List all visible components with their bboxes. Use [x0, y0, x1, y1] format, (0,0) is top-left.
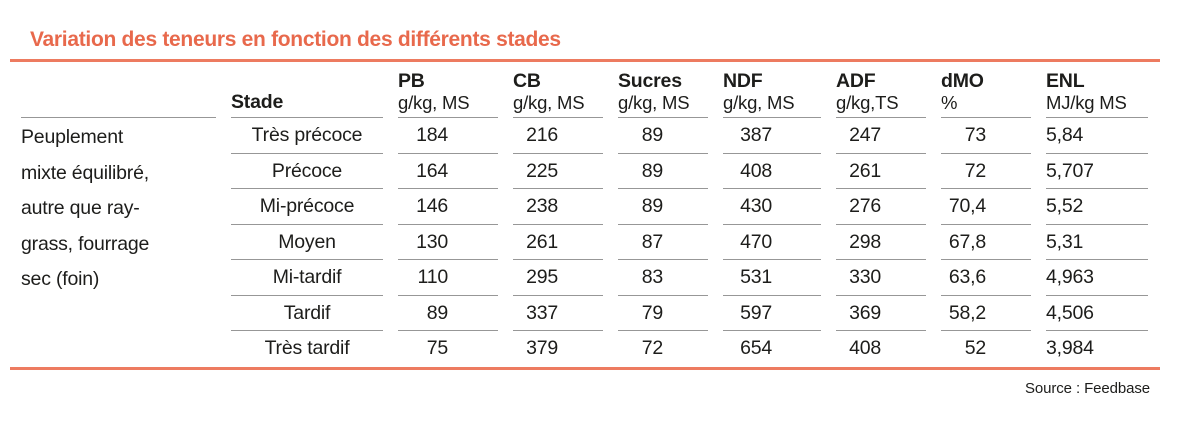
column-header [723, 64, 821, 118]
value-cell: 430 [723, 189, 821, 225]
value-cell: 5,31 [1046, 225, 1148, 261]
value-cell: 72 [941, 154, 1031, 190]
stade-cell: Très précoce [231, 118, 383, 154]
value-cell: 184 [398, 118, 498, 154]
value-cell: 225 [513, 154, 603, 190]
value-cell: 408 [849, 337, 881, 359]
column-header-name: NDF [723, 70, 763, 92]
stade-cell: Moyen [231, 225, 383, 261]
value-cell: 73 [941, 118, 1031, 154]
value-cell: 75 [426, 337, 448, 359]
column-header-unit: % [941, 92, 958, 113]
column-header [231, 64, 383, 118]
value-cell: 83 [618, 260, 708, 296]
value-cell: 379 [526, 337, 558, 359]
value-cell: 89 [618, 189, 708, 225]
stade-cell: Tardif [231, 296, 383, 332]
value-cell: 67,8 [941, 225, 1031, 261]
value-cell: 387 [723, 118, 821, 154]
value-cell: 330 [836, 260, 926, 296]
value-cell: 164 [398, 154, 498, 190]
value-cell: 5,52 [1046, 189, 1148, 225]
value-cell: 4,506 [1046, 296, 1148, 332]
stade-cell: Mi-tardif [231, 260, 383, 296]
column-header-unit: g/kg, MS [398, 92, 470, 113]
value-cell: 276 [836, 189, 926, 225]
value-cell: 146 [398, 189, 498, 225]
column-header-name: CB [513, 70, 541, 92]
value-cell: 79 [618, 296, 708, 332]
column-header-unit: g/kg, MS [618, 92, 690, 113]
column-header [941, 64, 1031, 118]
column-header [618, 64, 708, 118]
column-header [398, 64, 498, 118]
column-header [836, 64, 926, 118]
value-cell: 89 [398, 296, 498, 332]
value-cell: 5,707 [1046, 154, 1148, 190]
value-cell: 470 [723, 225, 821, 261]
column-header-name: ADF [836, 70, 876, 92]
group-column-header [21, 64, 216, 118]
value-cell: 87 [618, 225, 708, 261]
column-header-unit: g/kg,TS [836, 92, 899, 113]
stages-table [21, 64, 1148, 368]
value-cell: 238 [513, 189, 603, 225]
value-cell: 295 [513, 260, 603, 296]
value-cell: 70,4 [941, 189, 1031, 225]
value-cell: 369 [836, 296, 926, 332]
value-cell: 130 [398, 225, 498, 261]
stade-cell: Très tardif [264, 337, 350, 359]
value-cell: 654 [740, 337, 772, 359]
source-note: Source : Feedbase [1024, 380, 1150, 397]
page-title: Variation des teneurs en fonction des différents stades [30, 28, 561, 51]
value-cell: 261 [513, 225, 603, 261]
column-header-name: Sucres [618, 70, 682, 92]
stade-cell: Mi-précoce [231, 189, 383, 225]
value-cell: 72 [641, 337, 663, 359]
column-header-unit: MJ/kg MS [1046, 92, 1127, 113]
value-cell: 4,963 [1046, 260, 1148, 296]
value-cell: 531 [723, 260, 821, 296]
group-label: Peuplement mixte équilibré, autre que ray-grass, fourrage sec (foin) [21, 126, 150, 290]
value-cell: 89 [618, 118, 708, 154]
value-cell: 3,984 [1046, 337, 1094, 359]
column-header [513, 64, 603, 118]
value-cell: 89 [618, 154, 708, 190]
bottom-accent-rule [10, 367, 1160, 370]
value-cell: 247 [836, 118, 926, 154]
value-cell: 52 [964, 337, 986, 359]
column-header-name: ENL [1046, 70, 1085, 92]
column-header-unit: g/kg, MS [723, 92, 795, 113]
value-cell: 408 [723, 154, 821, 190]
column-header-name: dMO [941, 70, 984, 92]
value-cell: 216 [513, 118, 603, 154]
value-cell: 597 [723, 296, 821, 332]
value-cell: 5,84 [1046, 118, 1148, 154]
column-header-name: Stade [231, 91, 284, 113]
stade-cell: Précoce [231, 154, 383, 190]
value-cell: 261 [836, 154, 926, 190]
value-cell: 337 [513, 296, 603, 332]
column-header-unit: g/kg, MS [513, 92, 585, 113]
value-cell: 63,6 [941, 260, 1031, 296]
column-header [1046, 64, 1148, 118]
column-header-name: PB [398, 70, 425, 92]
value-cell: 298 [836, 225, 926, 261]
value-cell: 110 [398, 260, 498, 296]
top-accent-rule [10, 59, 1160, 62]
value-cell: 58,2 [941, 296, 1031, 332]
